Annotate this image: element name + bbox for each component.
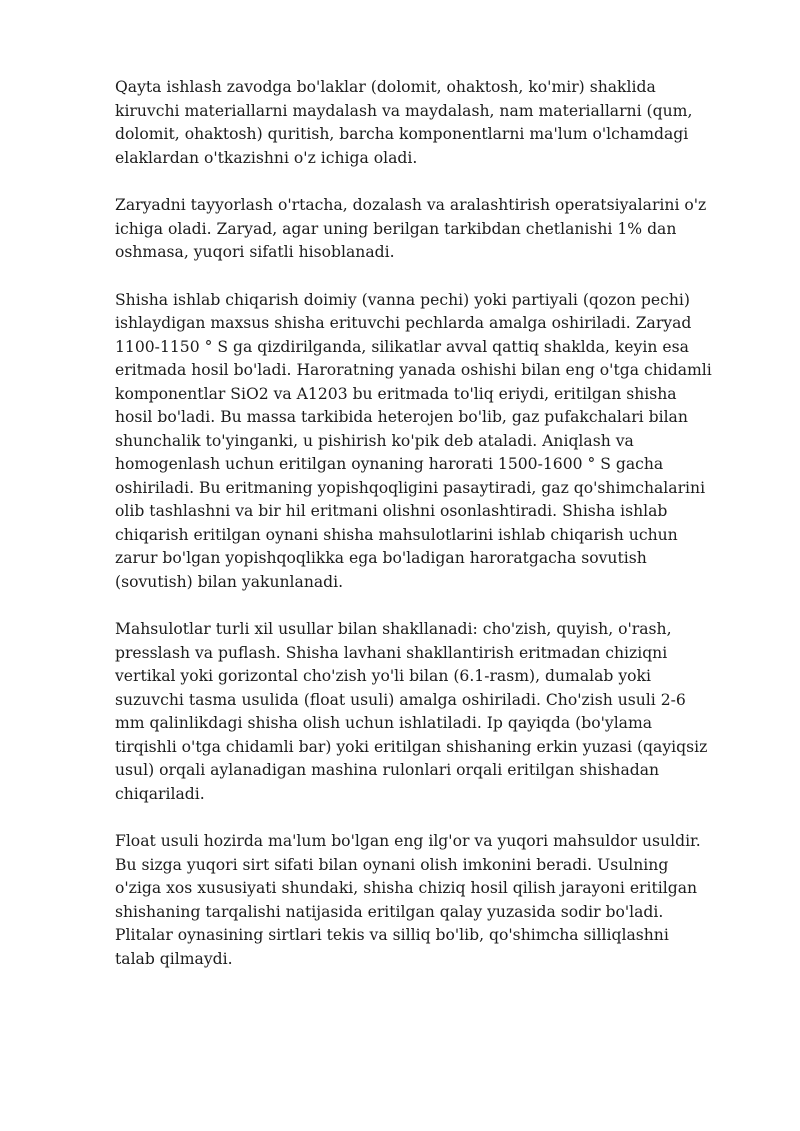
paragraph-crushing-drying: Qayta ishlash zavodga bo'laklar (dolomit, ohaktosh, ko'mir) shaklida kiruvchi materiallarni maydalash va maydalash, nam materiallarni (qum, dolomit, ohaktosh) quritish, barcha komponentlarni ma'lum o'lchamdagi elaklardan o'tkazishni o'z ichiga oladi. bbox=[115, 78, 693, 167]
paragraph-forming-methods: Mahsulotlar turli xil usullar bilan shakllanadi: cho'zish, quyish, o'rash, presslash va puflash. Shisha lavhani shakllantirish eritmadan chiziqni vertikal yoki gorizontal cho'zish yo'li bilan (6.1-rasm), dumalab yoki suzuvchi tasma usulida (float usuli) amalga oshiriladi. Cho'zish usuli 2-6 mm qalinlikdagi shisha olish uchun ishlatiladi. Ip qayiqda (bo'ylama tirqishli o'tga chidamli bar) yoki eritilgan shishaning erkin yuzasi (qayiqsiz usul) orqali aylanadigan mashina rulonlari orqali eritilgan shishadan chiqariladi. bbox=[115, 620, 708, 803]
paragraph-glass-melting: Shisha ishlab chiqarish doimiy (vanna pechi) yoki partiyali (qozon pechi) ishlaydigan maxsus shisha erituvchi pechlarda amalga oshiriladi. Zaryad 1100-1150 ° S ga qizdirilganda, silikatlar avval qattiq shaklda, keyin esa eritmada hosil bo'ladi. Haroratning yanada oshishi bilan eng o'tga chidamli komponentlar SiO2 va A1203 bu eritmada to'liq eriydi, eritilgan shisha hosil bo'ladi. Bu massa tarkibida heterojen bo'lib, gaz pufakchalari bilan shunchalik to'yinganki, u pishirish ko'pik deb ataladi. Aniqlash va homogenlash uchun eritilgan oynaning harorati 1500-1600 ° S gacha oshiriladi. Bu eritmaning yopishqoqligini pasaytiradi, gaz qo'shimchalarini olib tashlashni va bir hil eritmani olishni osonlashtiradi. Shisha ishlab chiqarish eritilgan oynani shisha mahsulotlarini ishlab chiqarish uchun zarur bo'lgan yopishqoqlikka ega bo'ladigan haroratgacha sovutish (sovutish) bilan yakunlanadi. bbox=[115, 290, 712, 591]
paragraph-charge-preparation: Zaryadni tayyorlash o'rtacha, dozalash va aralashtirish operatsiyalarini o'z ichiga oladi. Zaryad, agar uning berilgan tarkibdan chetlanishi 1% dan oshmasa, yuqori sifatli hisoblanadi. bbox=[115, 196, 707, 261]
paragraph-float-method: Float usuli hozirda ma'lum bo'lgan eng ilg'or va yuqori mahsuldor usuldir. Bu sizga yuqori sirt sifati bilan oynani olish imkonini beradi. Usulning o'ziga xos xususiyati shundaki, shisha chiziq hosil qilish jarayoni eritilgan shishaning tarqalishi natijasida eritilgan qalay yuzasida sodir bo'ladi. Plitalar oynasining sirtlari tekis va silliq bo'lib, qo'shimcha silliqlashni talab qilmaydi. bbox=[115, 832, 701, 968]
document-page bbox=[115, 76, 755, 995]
